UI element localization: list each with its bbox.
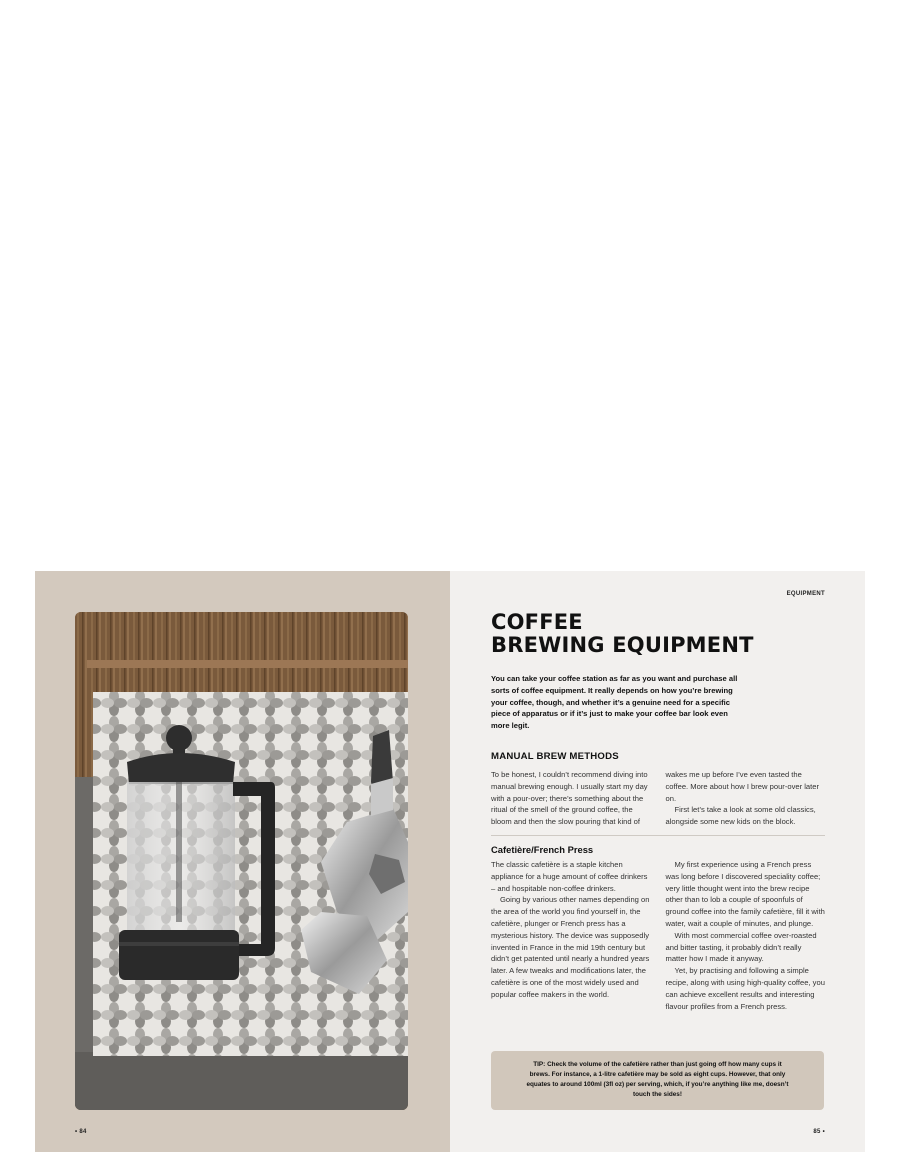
book-spread: [35, 571, 865, 1152]
page-title: [491, 611, 754, 657]
body-paragraph: The classic cafetière is a staple kitchen appliance for a huge amount of coffee drinkers – and hospitable non-coffee drinkers.: [491, 860, 648, 893]
left-page: [35, 571, 450, 1152]
body-paragraph: My first experience using a French press was long before I discovered speciality coffee; very little thought went into the brew recipe other than to lob a couple of spoonfuls of ground coffee into the family cafetière, fill it with water, wait a couple of minutes, and plunge.: [665, 860, 825, 928]
french-press-text: [491, 859, 825, 1039]
page-number-left: • 84: [75, 1129, 87, 1135]
french-press-illustration: [75, 612, 408, 1110]
running-header: EQUIPMENT: [786, 591, 825, 597]
body-paragraph: Yet, by practising and following a simple recipe, along with using high-quality coffee, you can achieve excellent results and interesting flavour profiles from a French press.: [665, 966, 825, 1011]
manual-brew-text: [491, 769, 825, 829]
intro-paragraph: You can take your coffee station as far as you want and purchase all sorts of coffee equipment. It really depends on how you’re brewing your coffee, though, and whether it’s a genuine need for a specific piece of apparatus or if it’s just to make your coffee bar look even more legit.: [491, 674, 738, 731]
section-divider: [491, 835, 825, 836]
french-press-photo: [75, 612, 408, 1110]
tip-box: TIP: Check the volume of the cafetière rather than just going off how many cups it brews. For instance, a 1-litre cafetière may be sold as eight cups. However, that only equates to around 100ml (3fl oz) per serving, which, if you’re anything like me, doesn’t touch the sides!: [491, 1051, 824, 1110]
body-paragraph: Going by various other names depending on the area of the world you find yourself in, the cafetière, plunger or French press has a mysterious history. The device was supposedly invented in France in the mid 19th century but didn’t get patented until nearly a hundred years later. A few tweaks and modifications later, the cafetière is one of the most widely used and popular coffee makers in the world.: [491, 895, 650, 999]
page-number-right: 85 •: [813, 1129, 825, 1135]
title-line-1: COFFEE: [491, 610, 583, 634]
body-paragraph: First let’s take a look at some old classics, alongside some new kids on the block.: [665, 805, 816, 827]
body-paragraph: To be honest, I couldn’t recommend diving into manual brewing enough. I usually start my day with a pour-over; there’s something about the ritual of the smell of the ground coffee, the bloom and then the slow pouring that kind of wakes me up before I’ve even tasted the coffee. More about how I brew pour-over later on.: [491, 770, 820, 827]
manual-brew-heading: MANUAL BREW METHODS: [491, 751, 619, 762]
french-press-heading: Cafetière/French Press: [491, 844, 594, 855]
right-page: [450, 571, 865, 1152]
body-paragraph: With most commercial coffee over-roasted and bitter tasting, it probably didn’t really matter how I made it anyway.: [665, 930, 817, 964]
title-line-2: BREWING EQUIPMENT: [491, 633, 754, 657]
